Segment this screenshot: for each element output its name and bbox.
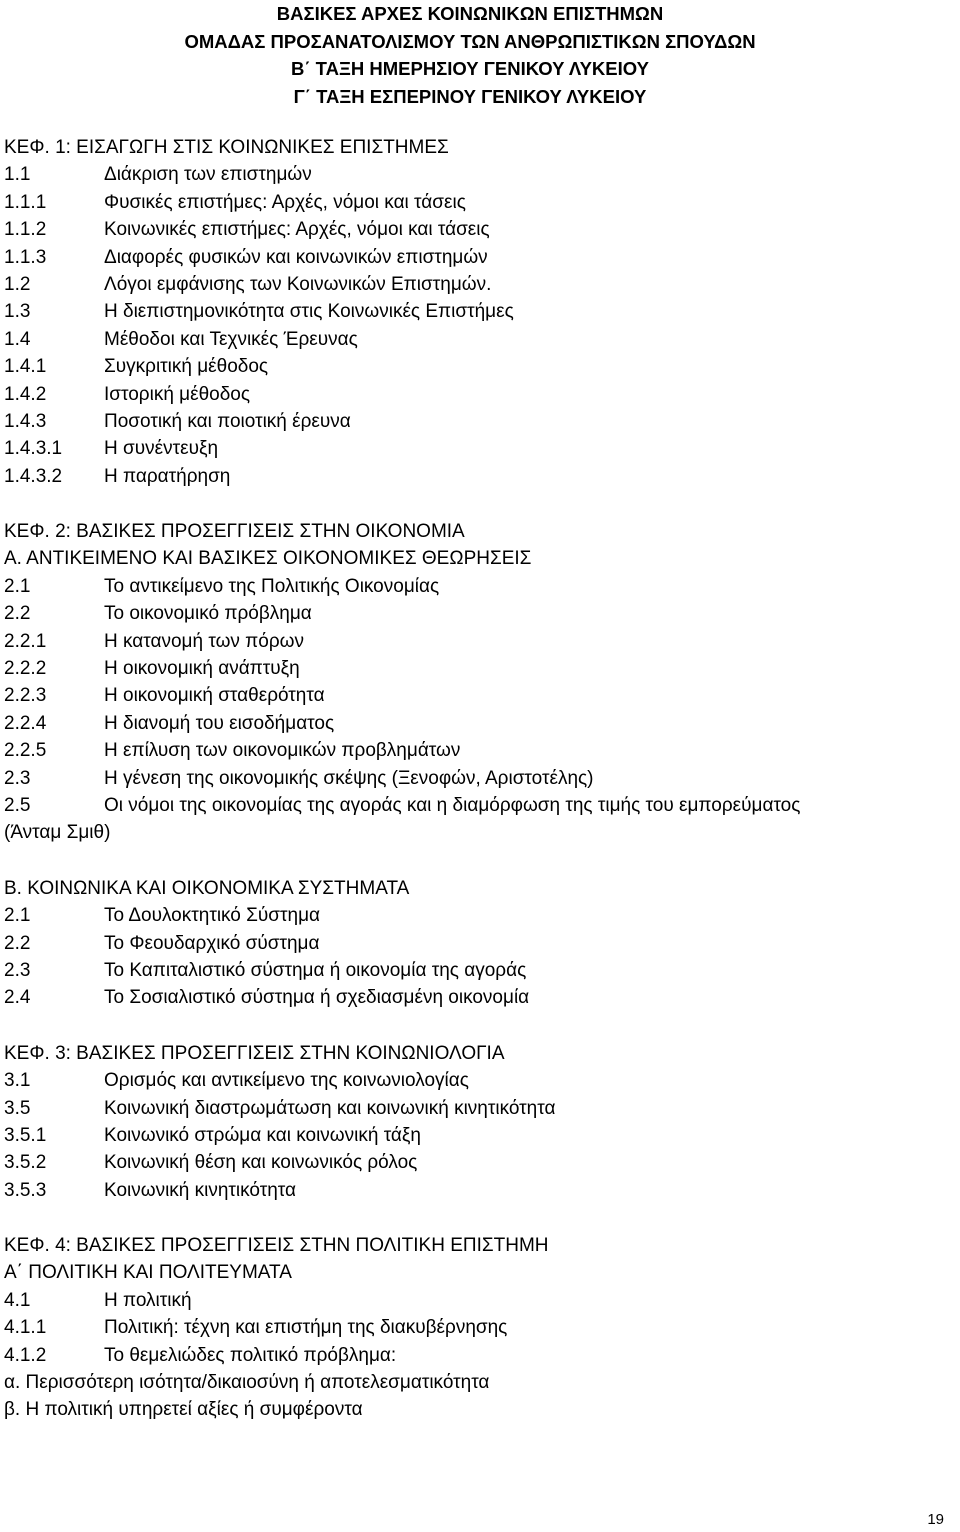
list-item: 1.4 Μέθοδοι και Τεχνικές Έρευνας xyxy=(4,328,358,350)
list-item: 1.4.3 Ποσοτική και ποιοτική έρευνα xyxy=(4,410,351,432)
list-item: 2.2 Το Φεουδαρχικό σύστημα xyxy=(4,932,320,954)
list-item: 3.5.2 Κοινωνική θέση και κοινωνικός ρόλος xyxy=(4,1152,418,1174)
list-item: 1.4.3.1 Η συνέντευξη xyxy=(4,438,219,460)
list-item: 1.4.3.2 Η παρατήρηση xyxy=(4,465,231,487)
part-title: Β. ΚΟΙΝΩΝΙΚΑ ΚΑΙ ΟΙΚΟΝΟΜΙΚΑ ΣΥΣΤΗΜΑΤΑ xyxy=(4,877,410,899)
list-item: 2.1 Το αντικείμενο της Πολιτικής Οικονομίας xyxy=(4,575,440,597)
list-item: 1.1 Διάκριση των επιστημών xyxy=(4,164,312,186)
list-item: 3.1 Ορισμός και αντικείμενο της κοινωνιολογίας xyxy=(4,1070,469,1092)
list-item-continuation: (Άνταμ Σμιθ) xyxy=(4,822,111,844)
list-item: 2.2.3 Η οικονομική σταθερότητα xyxy=(4,685,325,707)
part-title: Α. ΑΝΤΙΚΕΙΜΕΝΟ ΚΑΙ ΒΑΣΙΚΕΣ ΟΙΚΟΝΟΜΙΚΕΣ ΘΕΩΡΗΣΕΙΣ xyxy=(4,548,532,570)
list-item: 2.2 Το οικονομικό πρόβλημα xyxy=(4,603,312,625)
list-item: 2.1 Το Δουλοκτητικό Σύστημα xyxy=(4,905,321,927)
list-item: 2.2.1 Η κατανομή των πόρων xyxy=(4,630,305,652)
header-line: Β΄ ΤΑΞΗ ΗΜΕΡΗΣΙΟΥ ΓΕΝΙΚΟΥ ΛΥΚΕΙΟΥ xyxy=(291,58,649,79)
list-item: 1.1.2 Κοινωνικές επιστήμες: Αρχές, νόμοι και τάσεις xyxy=(4,219,490,241)
list-item: 3.5.1 Κοινωνικό στρώμα και κοινωνική τάξη xyxy=(4,1124,421,1146)
list-item: 3.5.3 Κοινωνική κινητικότητα xyxy=(4,1179,297,1201)
list-item: 2.2.2 Η οικονομική ανάπτυξη xyxy=(4,658,300,680)
header-line: Γ΄ ΤΑΞΗ ΕΣΠΕΡΙΝΟΥ ΓΕΝΙΚΟΥ ΛΥΚΕΙΟΥ xyxy=(293,85,647,107)
page-number: 19 xyxy=(927,1511,944,1528)
list-item: 1.2 Λόγοι εμφάνισης των Κοινωνικών Επιστημών. xyxy=(4,273,492,295)
list-item: 1.1.1 Φυσικές επιστήμες: Αρχές, νόμοι και τάσεις xyxy=(4,191,466,213)
document-header xyxy=(160,0,780,110)
section-gap xyxy=(0,1012,960,1040)
section-gap xyxy=(0,490,960,518)
list-item: 1.1.3 Διαφορές φυσικών και κοινωνικών επιστημών xyxy=(4,246,488,268)
chapter-title: ΚΕΦ. 2: ΒΑΣΙΚΕΣ ΠΡΟΣΕΓΓΙΣΕΙΣ ΣΤΗΝ ΟΙΚΟΝΟΜΙΑ xyxy=(4,521,465,543)
list-item: 3.5 Κοινωνική διαστρωμάτωση και κοινωνική κινητικότητα xyxy=(4,1097,556,1119)
list-item: 2.4 Το Σοσιαλιστικό σύστημα ή σχεδιασμένη οικονομία xyxy=(4,987,530,1009)
list-item: 1.4.1 Συγκριτική μέθοδος xyxy=(4,356,269,378)
list-item: 2.5 Οι νόμοι της οικονομίας της αγοράς και η διαμόρφωση της τιμής του εμπορεύματος xyxy=(4,794,801,816)
chapter-title: ΚΕΦ. 3: ΒΑΣΙΚΕΣ ΠΡΟΣΕΓΓΙΣΕΙΣ ΣΤΗΝ ΚΟΙΝΩΝΙΟΛΟΓΙΑ xyxy=(4,1042,505,1064)
list-item: 4.1 Η πολιτική xyxy=(4,1289,192,1311)
list-item: 1.4.2 Ιστορική μέθοδος xyxy=(4,383,251,405)
list-item: 2.2.5 Η επίλυση των οικονομικών προβλημάτων xyxy=(4,740,461,762)
header-line: ΟΜΑΔΑΣ ΠΡΟΣΑΝΑΤΟΛΙΣΜΟΥ ΤΩΝ ΑΝΘΡΩΠΙΣΤΙΚΩΝ ΣΠΟΥΔΩΝ xyxy=(184,30,756,52)
chapter-title: ΚΕΦ. 1: ΕΙΣΑΓΩΓΗ ΣΤΙΣ ΚΟΙΝΩΝΙΚΕΣ ΕΠΙΣΤΗΜΕΣ xyxy=(4,137,449,158)
table-of-contents xyxy=(0,134,960,1424)
part-title: Α΄ ΠΟΛΙΤΙΚΗ ΚΑΙ ΠΟΛΙΤΕΥΜΑΤΑ xyxy=(4,1262,292,1284)
chapter-title: ΚΕΦ. 4: ΒΑΣΙΚΕΣ ΠΡΟΣΕΓΓΙΣΕΙΣ ΣΤΗΝ ΠΟΛΙΤΙΚΗ ΕΠΙΣΤΗΜΗ xyxy=(4,1235,549,1257)
section-gap xyxy=(0,1204,960,1232)
section-gap xyxy=(0,847,960,875)
sub-item: α. Περισσότερη ισότητα/δικαιοσύνη ή αποτελεσματικότητα xyxy=(4,1372,490,1394)
list-item: 1.3 Η διεπιστημονικότητα στις Κοινωνικές Επιστήμες xyxy=(4,301,514,323)
list-item: 2.3 Η γένεση της οικονομικής σκέψης (Ξενοφών, Αριστοτέλης) xyxy=(4,767,594,789)
list-item: 2.2.4 Η διανομή του εισοδήματος xyxy=(4,712,335,734)
list-item: 2.3 Το Καπιταλιστικό σύστημα ή οικονομία της αγοράς xyxy=(4,959,527,981)
header-line: ΒΑΣΙΚΕΣ ΑΡΧΕΣ ΚΟΙΝΩΝΙΚΩΝ ΕΠΙΣΤΗΜΩΝ xyxy=(276,3,664,24)
list-item: 4.1.1 Πολιτική: τέχνη και επιστήμη της διακυβέρνησης xyxy=(4,1317,508,1339)
list-item: 4.1.2 Το θεμελιώδες πολιτικό πρόβλημα: xyxy=(4,1344,397,1366)
sub-item: β. Η πολιτική υπηρετεί αξίες ή συμφέροντα xyxy=(4,1399,363,1421)
